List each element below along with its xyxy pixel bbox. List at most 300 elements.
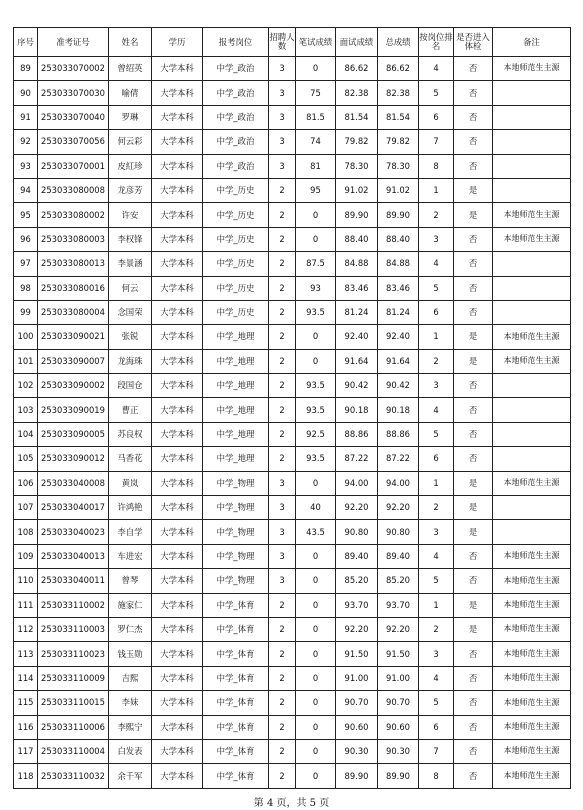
cell-interview-score: 87.22 xyxy=(336,447,378,471)
header-position: 报考岗位 xyxy=(203,28,269,57)
cell-position: 中学_地理 xyxy=(203,325,269,349)
cell-exam-id: 253033070001 xyxy=(38,154,109,178)
cell-position: 中学_政治 xyxy=(203,130,269,154)
cell-remark xyxy=(493,276,571,300)
cell-physical-exam: 否 xyxy=(454,544,493,568)
cell-name: 龙彦芳 xyxy=(109,178,152,202)
cell-quota: 3 xyxy=(269,130,296,154)
header-quota: 招聘人数 xyxy=(269,28,296,57)
cell-position: 中学_物理 xyxy=(203,496,269,520)
cell-name: 罗琳 xyxy=(109,105,152,129)
cell-rank: 4 xyxy=(419,398,454,422)
cell-position: 中学_政治 xyxy=(203,154,269,178)
cell-interview-score: 89.90 xyxy=(336,764,378,788)
cell-quota: 3 xyxy=(269,471,296,495)
cell-quota: 3 xyxy=(269,520,296,544)
cell-quota: 2 xyxy=(269,715,296,739)
cell-name: 余千军 xyxy=(109,764,152,788)
cell-quota: 2 xyxy=(269,349,296,373)
cell-remark: 本地师范生主源 xyxy=(493,642,571,666)
cell-exam-id: 253033080004 xyxy=(38,300,109,324)
cell-total-score: 89.40 xyxy=(378,544,419,568)
cell-serial: 112 xyxy=(14,617,38,641)
cell-remark: 本地师范生主源 xyxy=(493,471,571,495)
cell-name: 李权锋 xyxy=(109,227,152,251)
cell-serial: 104 xyxy=(14,422,38,446)
cell-name: 段国仓 xyxy=(109,374,152,398)
cell-quota: 2 xyxy=(269,642,296,666)
cell-name: 曾绍英 xyxy=(109,57,152,81)
cell-name: 何云彩 xyxy=(109,130,152,154)
cell-quota: 2 xyxy=(269,374,296,398)
cell-exam-id: 253033040017 xyxy=(38,496,109,520)
cell-education: 大学本科 xyxy=(152,252,203,276)
cell-rank: 2 xyxy=(419,203,454,227)
cell-remark xyxy=(493,154,571,178)
cell-remark xyxy=(493,520,571,544)
cell-physical-exam: 是 xyxy=(454,325,493,349)
cell-position: 中学_地理 xyxy=(203,349,269,373)
cell-written-score: 0 xyxy=(296,471,336,495)
cell-physical-exam: 是 xyxy=(454,203,493,227)
cell-position: 中学_物理 xyxy=(203,544,269,568)
table-header-row xyxy=(14,28,571,57)
cell-rank: 5 xyxy=(419,422,454,446)
cell-exam-id: 253033090002 xyxy=(38,374,109,398)
cell-serial: 118 xyxy=(14,764,38,788)
cell-quota: 2 xyxy=(269,691,296,715)
cell-remark xyxy=(493,81,571,105)
cell-physical-exam: 否 xyxy=(454,227,493,251)
cell-physical-exam: 否 xyxy=(454,57,493,81)
cell-position: 中学_历史 xyxy=(203,178,269,202)
table-row xyxy=(14,593,571,617)
cell-remark xyxy=(493,374,571,398)
cell-interview-score: 84.88 xyxy=(336,252,378,276)
cell-exam-id: 253033070040 xyxy=(38,105,109,129)
table-row xyxy=(14,739,571,763)
cell-written-score: 95 xyxy=(296,178,336,202)
cell-physical-exam: 是 xyxy=(454,496,493,520)
cell-physical-exam: 否 xyxy=(454,276,493,300)
cell-physical-exam: 否 xyxy=(454,105,493,129)
header-rank: 按岗位排名 xyxy=(419,28,454,57)
cell-interview-score: 91.02 xyxy=(336,178,378,202)
cell-education: 大学本科 xyxy=(152,325,203,349)
cell-interview-score: 85.20 xyxy=(336,569,378,593)
cell-position: 中学_物理 xyxy=(203,569,269,593)
table-row xyxy=(14,300,571,324)
cell-quota: 2 xyxy=(269,764,296,788)
cell-remark: 本地师范生主源 xyxy=(493,349,571,373)
header-physical-exam: 是否进入体检 xyxy=(454,28,493,57)
cell-position: 中学_政治 xyxy=(203,105,269,129)
cell-exam-id: 253033110002 xyxy=(38,593,109,617)
cell-quota: 3 xyxy=(269,57,296,81)
cell-rank: 5 xyxy=(419,691,454,715)
cell-serial: 90 xyxy=(14,81,38,105)
cell-position: 中学_历史 xyxy=(203,276,269,300)
cell-rank: 4 xyxy=(419,252,454,276)
cell-physical-exam: 否 xyxy=(454,422,493,446)
cell-education: 大学本科 xyxy=(152,422,203,446)
cell-name: 马香花 xyxy=(109,447,152,471)
cell-name: 黄岚 xyxy=(109,471,152,495)
cell-remark: 本地师范生主源 xyxy=(493,666,571,690)
cell-rank: 7 xyxy=(419,130,454,154)
cell-interview-score: 90.18 xyxy=(336,398,378,422)
cell-rank: 1 xyxy=(419,325,454,349)
header-exam-id: 准考证号 xyxy=(38,28,109,57)
cell-rank: 1 xyxy=(419,593,454,617)
cell-education: 大学本科 xyxy=(152,349,203,373)
cell-interview-score: 90.70 xyxy=(336,691,378,715)
cell-interview-score: 94.00 xyxy=(336,471,378,495)
table-row xyxy=(14,398,571,422)
cell-total-score: 91.50 xyxy=(378,642,419,666)
cell-written-score: 93.5 xyxy=(296,300,336,324)
cell-total-score: 91.00 xyxy=(378,666,419,690)
cell-rank: 5 xyxy=(419,276,454,300)
cell-rank: 3 xyxy=(419,520,454,544)
cell-name: 皮紅珍 xyxy=(109,154,152,178)
cell-written-score: 0 xyxy=(296,764,336,788)
cell-education: 大学本科 xyxy=(152,739,203,763)
cell-physical-exam: 是 xyxy=(454,349,493,373)
cell-total-score: 87.22 xyxy=(378,447,419,471)
cell-remark: 本地师范生主源 xyxy=(493,57,571,81)
cell-total-score: 92.40 xyxy=(378,325,419,349)
cell-education: 大学本科 xyxy=(152,203,203,227)
cell-serial: 107 xyxy=(14,496,38,520)
cell-serial: 111 xyxy=(14,593,38,617)
table-row xyxy=(14,203,571,227)
cell-education: 大学本科 xyxy=(152,764,203,788)
cell-serial: 106 xyxy=(14,471,38,495)
cell-quota: 2 xyxy=(269,227,296,251)
cell-serial: 116 xyxy=(14,715,38,739)
cell-exam-id: 253033110009 xyxy=(38,666,109,690)
cell-serial: 117 xyxy=(14,739,38,763)
cell-position: 中学_体育 xyxy=(203,593,269,617)
cell-education: 大学本科 xyxy=(152,471,203,495)
cell-education: 大学本科 xyxy=(152,715,203,739)
cell-written-score: 93 xyxy=(296,276,336,300)
cell-physical-exam: 否 xyxy=(454,569,493,593)
cell-remark: 本地师范生主源 xyxy=(493,715,571,739)
cell-education: 大学本科 xyxy=(152,154,203,178)
cell-physical-exam: 是 xyxy=(454,593,493,617)
cell-rank: 6 xyxy=(419,300,454,324)
cell-position: 中学_地理 xyxy=(203,374,269,398)
cell-physical-exam: 否 xyxy=(454,691,493,715)
cell-physical-exam: 否 xyxy=(454,81,493,105)
cell-interview-score: 90.30 xyxy=(336,739,378,763)
cell-written-score: 0 xyxy=(296,739,336,763)
cell-exam-id: 253033040011 xyxy=(38,569,109,593)
cell-name: 许鸿艳 xyxy=(109,496,152,520)
cell-remark xyxy=(493,398,571,422)
cell-name: 李自学 xyxy=(109,520,152,544)
cell-education: 大学本科 xyxy=(152,569,203,593)
cell-written-score: 0 xyxy=(296,325,336,349)
cell-rank: 4 xyxy=(419,544,454,568)
cell-quota: 2 xyxy=(269,666,296,690)
cell-interview-score: 90.60 xyxy=(336,715,378,739)
cell-position: 中学_体育 xyxy=(203,666,269,690)
cell-rank: 4 xyxy=(419,666,454,690)
table-row xyxy=(14,81,571,105)
cell-position: 中学_地理 xyxy=(203,398,269,422)
cell-total-score: 85.20 xyxy=(378,569,419,593)
cell-name: 吉熙 xyxy=(109,666,152,690)
cell-physical-exam: 否 xyxy=(454,739,493,763)
cell-rank: 3 xyxy=(419,642,454,666)
cell-quota: 3 xyxy=(269,105,296,129)
cell-written-score: 0 xyxy=(296,642,336,666)
table-row xyxy=(14,227,571,251)
cell-name: 施家仁 xyxy=(109,593,152,617)
cell-interview-score: 81.24 xyxy=(336,300,378,324)
header-name: 姓名 xyxy=(109,28,152,57)
table-row xyxy=(14,422,571,446)
cell-education: 大学本科 xyxy=(152,642,203,666)
cell-serial: 99 xyxy=(14,300,38,324)
cell-serial: 94 xyxy=(14,178,38,202)
cell-position: 中学_体育 xyxy=(203,715,269,739)
cell-written-score: 81.5 xyxy=(296,105,336,129)
cell-position: 中学_体育 xyxy=(203,617,269,641)
cell-exam-id: 253033040013 xyxy=(38,544,109,568)
cell-quota: 2 xyxy=(269,276,296,300)
cell-remark: 本地师范生主源 xyxy=(493,544,571,568)
cell-name: 曹正 xyxy=(109,398,152,422)
cell-rank: 6 xyxy=(419,105,454,129)
cell-position: 中学_政治 xyxy=(203,57,269,81)
cell-written-score: 0 xyxy=(296,203,336,227)
cell-remark xyxy=(493,105,571,129)
cell-serial: 110 xyxy=(14,569,38,593)
table-row xyxy=(14,544,571,568)
cell-interview-score: 90.42 xyxy=(336,374,378,398)
cell-exam-id: 253033040008 xyxy=(38,471,109,495)
cell-total-score: 89.90 xyxy=(378,764,419,788)
cell-rank: 2 xyxy=(419,617,454,641)
cell-total-score: 83.46 xyxy=(378,276,419,300)
table-row xyxy=(14,764,571,788)
cell-remark: 本地师范生主源 xyxy=(493,227,571,251)
cell-remark xyxy=(493,300,571,324)
cell-position: 中学_历史 xyxy=(203,203,269,227)
cell-physical-exam: 是 xyxy=(454,520,493,544)
cell-education: 大学本科 xyxy=(152,374,203,398)
cell-interview-score: 91.00 xyxy=(336,666,378,690)
cell-exam-id: 253033090012 xyxy=(38,447,109,471)
cell-interview-score: 82.38 xyxy=(336,81,378,105)
cell-rank: 1 xyxy=(419,471,454,495)
cell-written-score: 74 xyxy=(296,130,336,154)
cell-name: 何云 xyxy=(109,276,152,300)
cell-education: 大学本科 xyxy=(152,130,203,154)
cell-serial: 100 xyxy=(14,325,38,349)
cell-remark: 本地师范生主源 xyxy=(493,691,571,715)
cell-rank: 6 xyxy=(419,715,454,739)
cell-quota: 2 xyxy=(269,252,296,276)
cell-total-score: 81.24 xyxy=(378,300,419,324)
cell-total-score: 93.70 xyxy=(378,593,419,617)
cell-quota: 2 xyxy=(269,593,296,617)
cell-interview-score: 86.62 xyxy=(336,57,378,81)
cell-total-score: 91.64 xyxy=(378,349,419,373)
cell-position: 中学_历史 xyxy=(203,252,269,276)
cell-exam-id: 253033080008 xyxy=(38,178,109,202)
cell-written-score: 0 xyxy=(296,666,336,690)
cell-exam-id: 253033040023 xyxy=(38,520,109,544)
cell-rank: 7 xyxy=(419,739,454,763)
cell-exam-id: 253033090007 xyxy=(38,349,109,373)
cell-physical-exam: 是 xyxy=(454,617,493,641)
cell-name: 罗仁杰 xyxy=(109,617,152,641)
cell-serial: 92 xyxy=(14,130,38,154)
cell-written-score: 0 xyxy=(296,57,336,81)
cell-written-score: 0 xyxy=(296,544,336,568)
cell-quota: 2 xyxy=(269,398,296,422)
cell-interview-score: 88.40 xyxy=(336,227,378,251)
cell-serial: 95 xyxy=(14,203,38,227)
cell-written-score: 93.5 xyxy=(296,398,336,422)
cell-rank: 8 xyxy=(419,764,454,788)
cell-education: 大学本科 xyxy=(152,691,203,715)
table-row xyxy=(14,617,571,641)
cell-physical-exam: 否 xyxy=(454,447,493,471)
cell-written-score: 81 xyxy=(296,154,336,178)
cell-physical-exam: 否 xyxy=(454,252,493,276)
cell-serial: 96 xyxy=(14,227,38,251)
cell-remark xyxy=(493,130,571,154)
cell-education: 大学本科 xyxy=(152,447,203,471)
cell-written-score: 0 xyxy=(296,715,336,739)
cell-interview-score: 83.46 xyxy=(336,276,378,300)
cell-written-score: 0 xyxy=(296,593,336,617)
cell-serial: 97 xyxy=(14,252,38,276)
cell-position: 中学_政治 xyxy=(203,81,269,105)
table-row xyxy=(14,252,571,276)
cell-written-score: 0 xyxy=(296,227,336,251)
cell-exam-id: 253033110006 xyxy=(38,715,109,739)
cell-rank: 5 xyxy=(419,569,454,593)
table-row xyxy=(14,325,571,349)
cell-total-score: 94.00 xyxy=(378,471,419,495)
cell-written-score: 0 xyxy=(296,691,336,715)
cell-exam-id: 253033110003 xyxy=(38,617,109,641)
cell-exam-id: 253033080003 xyxy=(38,227,109,251)
cell-rank: 3 xyxy=(419,374,454,398)
cell-position: 中学_历史 xyxy=(203,300,269,324)
cell-quota: 2 xyxy=(269,617,296,641)
cell-written-score: 92.5 xyxy=(296,422,336,446)
cell-remark: 本地师范生主源 xyxy=(493,617,571,641)
cell-name: 曾琴 xyxy=(109,569,152,593)
cell-physical-exam: 否 xyxy=(454,666,493,690)
cell-name: 钱玉勋 xyxy=(109,642,152,666)
cell-physical-exam: 否 xyxy=(454,715,493,739)
cell-remark: 本地师范生主源 xyxy=(493,203,571,227)
cell-exam-id: 253033070030 xyxy=(38,81,109,105)
cell-physical-exam: 否 xyxy=(454,300,493,324)
table-row xyxy=(14,57,571,81)
table-row xyxy=(14,715,571,739)
cell-exam-id: 253033090019 xyxy=(38,398,109,422)
cell-serial: 91 xyxy=(14,105,38,129)
cell-physical-exam: 是 xyxy=(454,471,493,495)
cell-exam-id: 253033080013 xyxy=(38,252,109,276)
cell-rank: 5 xyxy=(419,81,454,105)
cell-interview-score: 88.86 xyxy=(336,422,378,446)
cell-interview-score: 89.40 xyxy=(336,544,378,568)
cell-quota: 3 xyxy=(269,81,296,105)
cell-interview-score: 91.50 xyxy=(336,642,378,666)
table-row xyxy=(14,569,571,593)
cell-quota: 3 xyxy=(269,569,296,593)
cell-total-score: 92.20 xyxy=(378,496,419,520)
cell-position: 中学_体育 xyxy=(203,739,269,763)
cell-physical-exam: 否 xyxy=(454,642,493,666)
cell-exam-id: 253033080002 xyxy=(38,203,109,227)
table-row xyxy=(14,178,571,202)
cell-interview-score: 90.80 xyxy=(336,520,378,544)
cell-rank: 2 xyxy=(419,349,454,373)
cell-total-score: 89.90 xyxy=(378,203,419,227)
cell-remark: 本地师范生主源 xyxy=(493,593,571,617)
cell-physical-exam: 否 xyxy=(454,130,493,154)
cell-education: 大学本科 xyxy=(152,398,203,422)
results-table xyxy=(13,27,571,789)
cell-written-score: 93.5 xyxy=(296,374,336,398)
table-row xyxy=(14,642,571,666)
cell-position: 中学_体育 xyxy=(203,691,269,715)
cell-physical-exam: 否 xyxy=(454,374,493,398)
cell-interview-score: 91.64 xyxy=(336,349,378,373)
cell-rank: 2 xyxy=(419,496,454,520)
table-row xyxy=(14,447,571,471)
cell-name: 车进宏 xyxy=(109,544,152,568)
cell-rank: 6 xyxy=(419,447,454,471)
cell-total-score: 78.30 xyxy=(378,154,419,178)
header-interview-score: 面试成绩 xyxy=(336,28,378,57)
cell-rank: 3 xyxy=(419,227,454,251)
cell-total-score: 88.86 xyxy=(378,422,419,446)
cell-total-score: 90.80 xyxy=(378,520,419,544)
cell-rank: 8 xyxy=(419,154,454,178)
cell-remark: 本地师范生主源 xyxy=(493,739,571,763)
cell-name: 张锐 xyxy=(109,325,152,349)
cell-total-score: 90.60 xyxy=(378,715,419,739)
table-row xyxy=(14,276,571,300)
cell-serial: 101 xyxy=(14,349,38,373)
cell-serial: 114 xyxy=(14,666,38,690)
table-row xyxy=(14,496,571,520)
cell-education: 大学本科 xyxy=(152,617,203,641)
cell-exam-id: 253033110015 xyxy=(38,691,109,715)
cell-interview-score: 92.20 xyxy=(336,496,378,520)
cell-exam-id: 253033070056 xyxy=(38,130,109,154)
cell-written-score: 43.5 xyxy=(296,520,336,544)
cell-education: 大学本科 xyxy=(152,544,203,568)
cell-quota: 2 xyxy=(269,300,296,324)
cell-position: 中学_历史 xyxy=(203,227,269,251)
cell-education: 大学本科 xyxy=(152,300,203,324)
table-row xyxy=(14,374,571,398)
